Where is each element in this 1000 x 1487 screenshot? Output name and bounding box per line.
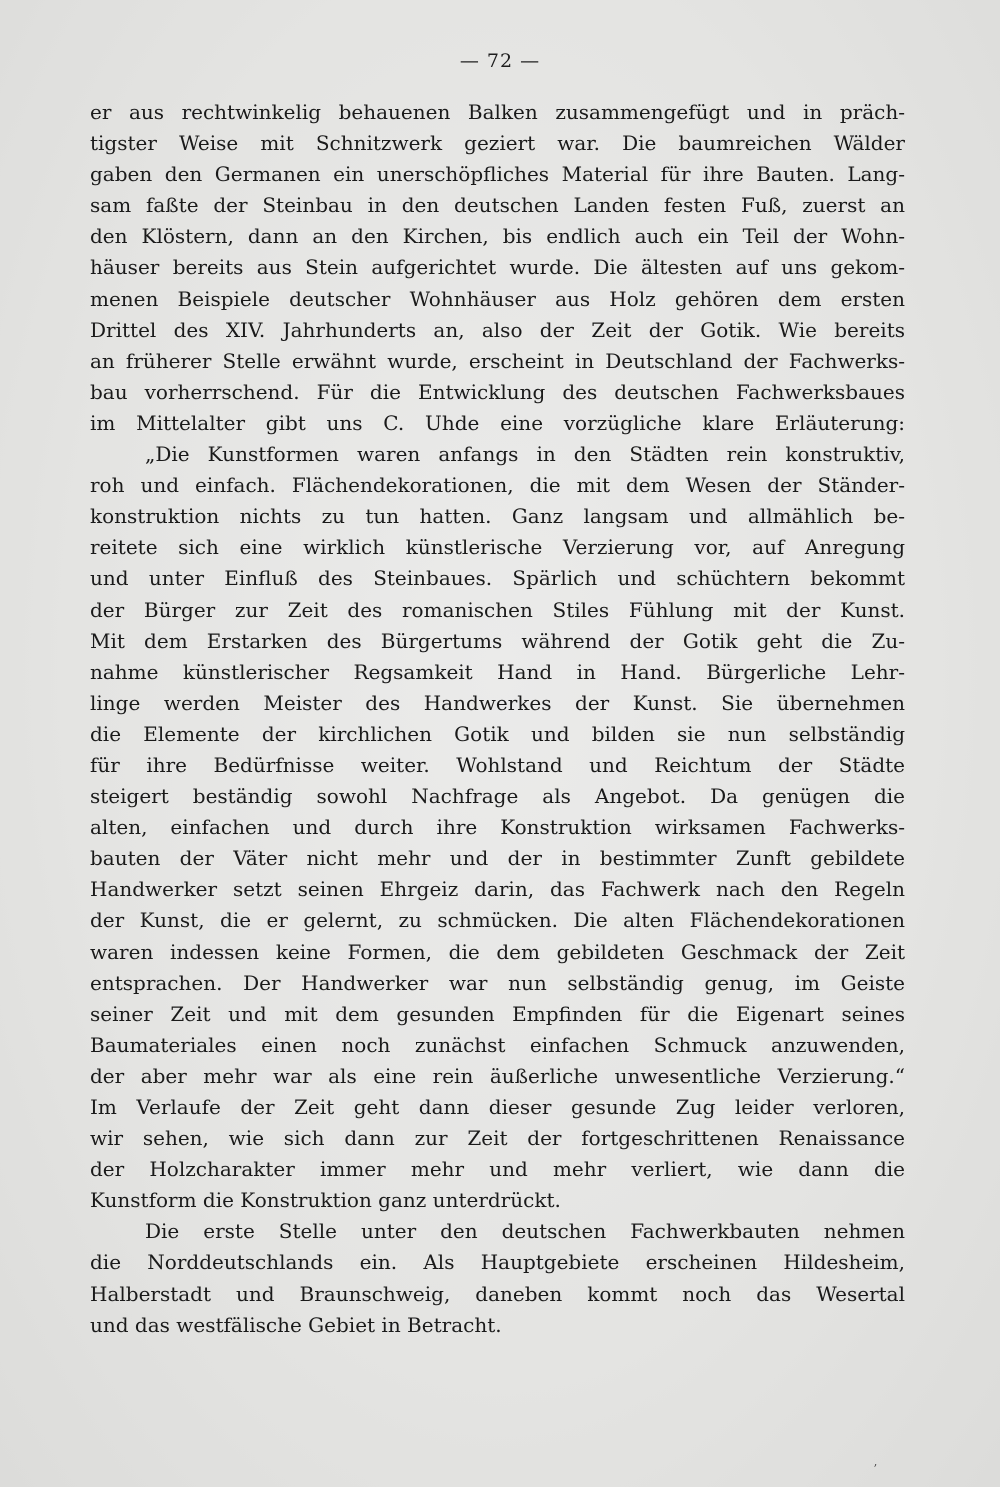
quote-start-line: „Die Kunstformen waren anfangs in den Städten rein konstruktiv, [145, 442, 905, 467]
body-text [90, 97, 905, 1341]
text-line: Im Verlaufe der Zeit geht dann dieser gesunde Zug leider verloren, [90, 1095, 905, 1119]
text-line: und unter Einfluß des Steinbaues. Spärlich und schüchtern bekommt [90, 566, 905, 591]
text-line: reitete sich eine wirklich künstlerische Verzierung vor, auf Anregung [90, 535, 905, 560]
text-line: wir sehen, wie sich dann zur Zeit der fortgeschrittenen Renaissance [90, 1126, 905, 1151]
text-line: bauten der Väter nicht mehr und der in bestimmter Zunft gebildete [90, 846, 905, 871]
text-line: bau vorherrschend. Für die Entwicklung des deutschen Fachwerksbaues [90, 379, 905, 404]
text-line: der Bürger zur Zeit des romanischen Stiles Fühlung mit der Kunst. [90, 597, 905, 622]
text-line: Baumateriales einen noch zunächst einfachen Schmuck anzuwenden, [90, 1032, 905, 1057]
text-line: seiner Zeit und mit dem gesunden Empfinden für die Eigenart seines [90, 1001, 905, 1026]
text-line: den Klöstern, dann an den Kirchen, bis endlich auch ein Teil der Wohn‐ [90, 224, 905, 249]
text-line: die Elemente der kirchlichen Gotik und bilden sie nun selbständig [90, 721, 905, 746]
text-line: alten, einfachen und durch ihre Konstruktion wirksamen Fachwerks‐ [90, 815, 905, 840]
page-number: — 72 — [459, 50, 541, 72]
stray-print-mark: ʼ [873, 1462, 877, 1476]
text-line: häuser bereits aus Stein aufgerichtet wurde. Die ältesten auf uns gekom‐ [90, 255, 905, 280]
text-line: Handwerker setzt seinen Ehrgeiz darin, das Fachwerk nach den Regeln [90, 877, 905, 902]
text-line: der Holzcharakter immer mehr und mehr verliert, wie dann die [90, 1157, 905, 1182]
text-line: an früherer Stelle erwähnt wurde, erscheint in Deutschland der Fachwerks‐ [90, 348, 905, 373]
text-line: er aus rechtwinkelig behauenen Balken zusammengefügt und in präch‐ [90, 100, 905, 124]
text-line: gaben den Germanen ein unerschöpfliches Material für ihre Bauten. Lang‐ [90, 162, 905, 187]
paragraph-end-line: und das westfälische Gebiet in Betracht. [90, 1312, 502, 1337]
text-line: tigster Weise mit Schnitzwerk geziert war. Die baumreichen Wälder [90, 131, 905, 156]
text-line: roh und einfach. Flächendekorationen, die mit dem Wesen der Ständer‐ [90, 473, 905, 498]
text-line: im Mittelalter gibt uns C. Uhde eine vorzügliche klare Erläuterung: [90, 410, 905, 435]
text-line: steigert beständig sowohl Nachfrage als Angebot. Da genügen die [90, 784, 905, 809]
text-line: der Kunst, die er gelernt, zu schmücken. Die alten Flächendekorationen [90, 908, 905, 933]
paragraph-start-line: Die erste Stelle unter den deutschen Fachwerkbauten nehmen [145, 1219, 905, 1244]
text-line: Halberstadt und Braunschweig, daneben kommt noch das Wesertal [90, 1281, 905, 1306]
text-line: entsprachen. Der Handwerker war nun selbständig genug, im Geiste [90, 970, 905, 995]
text-line: die Norddeutschlands ein. Als Hauptgebiete erscheinen Hildesheim, [90, 1250, 905, 1275]
text-line: Mit dem Erstarken des Bürgertums während der Gotik geht die Zu‐ [90, 628, 905, 653]
text-line: konstruktion nichts zu tun hatten. Ganz langsam und allmählich be‐ [90, 504, 905, 529]
text-line: Drittel des XIV. Jahrhunderts an, also der Zeit der Gotik. Wie bereits [90, 317, 905, 342]
quote-end-line: der aber mehr war als eine rein äußerliche unwesentliche Verzierung.“ [90, 1063, 905, 1088]
text-line: menen Beispiele deutscher Wohnhäuser aus Holz gehören dem ersten [90, 286, 905, 311]
paragraph-end-line: Kunstform die Konstruktion ganz unterdrückt. [90, 1188, 561, 1213]
text-line: linge werden Meister des Handwerkes der Kunst. Sie übernehmen [90, 690, 905, 715]
text-line: für ihre Bedürfnisse weiter. Wohlstand und Reichtum der Städte [90, 752, 905, 777]
text-line: waren indessen keine Formen, die dem gebildeten Geschmack der Zeit [90, 939, 905, 964]
text-line: nahme künstlerischer Regsamkeit Hand in Hand. Bürgerliche Lehr‐ [90, 659, 905, 684]
text-line: sam faßte der Steinbau in den deutschen Landen festen Fuß, zuerst an [90, 193, 905, 218]
